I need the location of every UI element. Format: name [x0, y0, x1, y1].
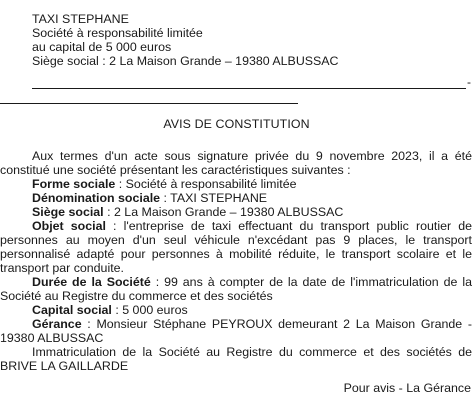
- field-siege-social: [0, 205, 472, 219]
- field-value: : 99 ans à compter de la date de l'immatriculation de la Société au Registre du commerce et des sociétés: [0, 275, 472, 303]
- notice-registration: Immatriculation de la Société au Registre du commerce et des sociétés de BRIVE LA GAILLARDE: [0, 345, 472, 373]
- field-label: Dénomination sociale: [32, 191, 161, 205]
- field-value: : l'entreprise de taxi effectuant du transport public routier de personnes au moyen d'un seul véhicule n'excédant pas 9 places, le transport personnalisé adapté pour personnes à mobilité réduite, le transport scolaire et le transport par conduite.: [0, 219, 472, 275]
- company-seat: Siège social : 2 La Maison Grande – 19380 ALBUSSAC: [32, 54, 339, 68]
- field-duree-societe: [0, 275, 472, 303]
- field-denomination-sociale: [0, 191, 472, 205]
- field-capital-social: [0, 303, 472, 317]
- field-label: Gérance: [32, 317, 82, 331]
- company-header: [32, 12, 339, 68]
- header-divider-line: [32, 88, 466, 89]
- header-divider-dash: -: [467, 75, 471, 89]
- field-label: Siège social: [32, 205, 104, 219]
- field-forme-sociale: [0, 177, 472, 191]
- field-label: Durée de la Société: [32, 275, 151, 289]
- field-value: : 5 000 euros: [111, 303, 188, 317]
- notice-title: AVIS DE CONSTITUTION: [163, 117, 310, 131]
- field-value: : 2 La Maison Grande – 19380 ALBUSSAC: [103, 205, 344, 219]
- company-name: TAXI STEPHANE: [32, 12, 129, 26]
- field-gerance: [0, 317, 472, 345]
- section-divider-line: [0, 103, 298, 104]
- field-value: : TAXI STEPHANE: [160, 191, 268, 205]
- field-value: : Société à responsabilité limitée: [115, 177, 297, 191]
- field-value: : Monsieur Stéphane PEYROUX demeurant 2 La Maison Grande - 19380 ALBUSSAC: [0, 317, 472, 345]
- field-label: Capital social: [32, 303, 112, 317]
- field-objet-social: [0, 219, 472, 275]
- notice-intro: Aux termes d'un acte sous signature privée du 9 novembre 2023, il a été constitué une société présentant les caractéristiques suivantes :: [0, 149, 472, 177]
- field-label: Forme sociale: [32, 177, 116, 191]
- notice-body: [0, 149, 472, 373]
- field-label: Objet social: [32, 219, 106, 233]
- company-legal-form: Société à responsabilité limitée: [32, 26, 203, 40]
- company-capital: au capital de 5 000 euros: [32, 40, 172, 54]
- notice-signature: Pour avis - La Gérance: [343, 381, 471, 395]
